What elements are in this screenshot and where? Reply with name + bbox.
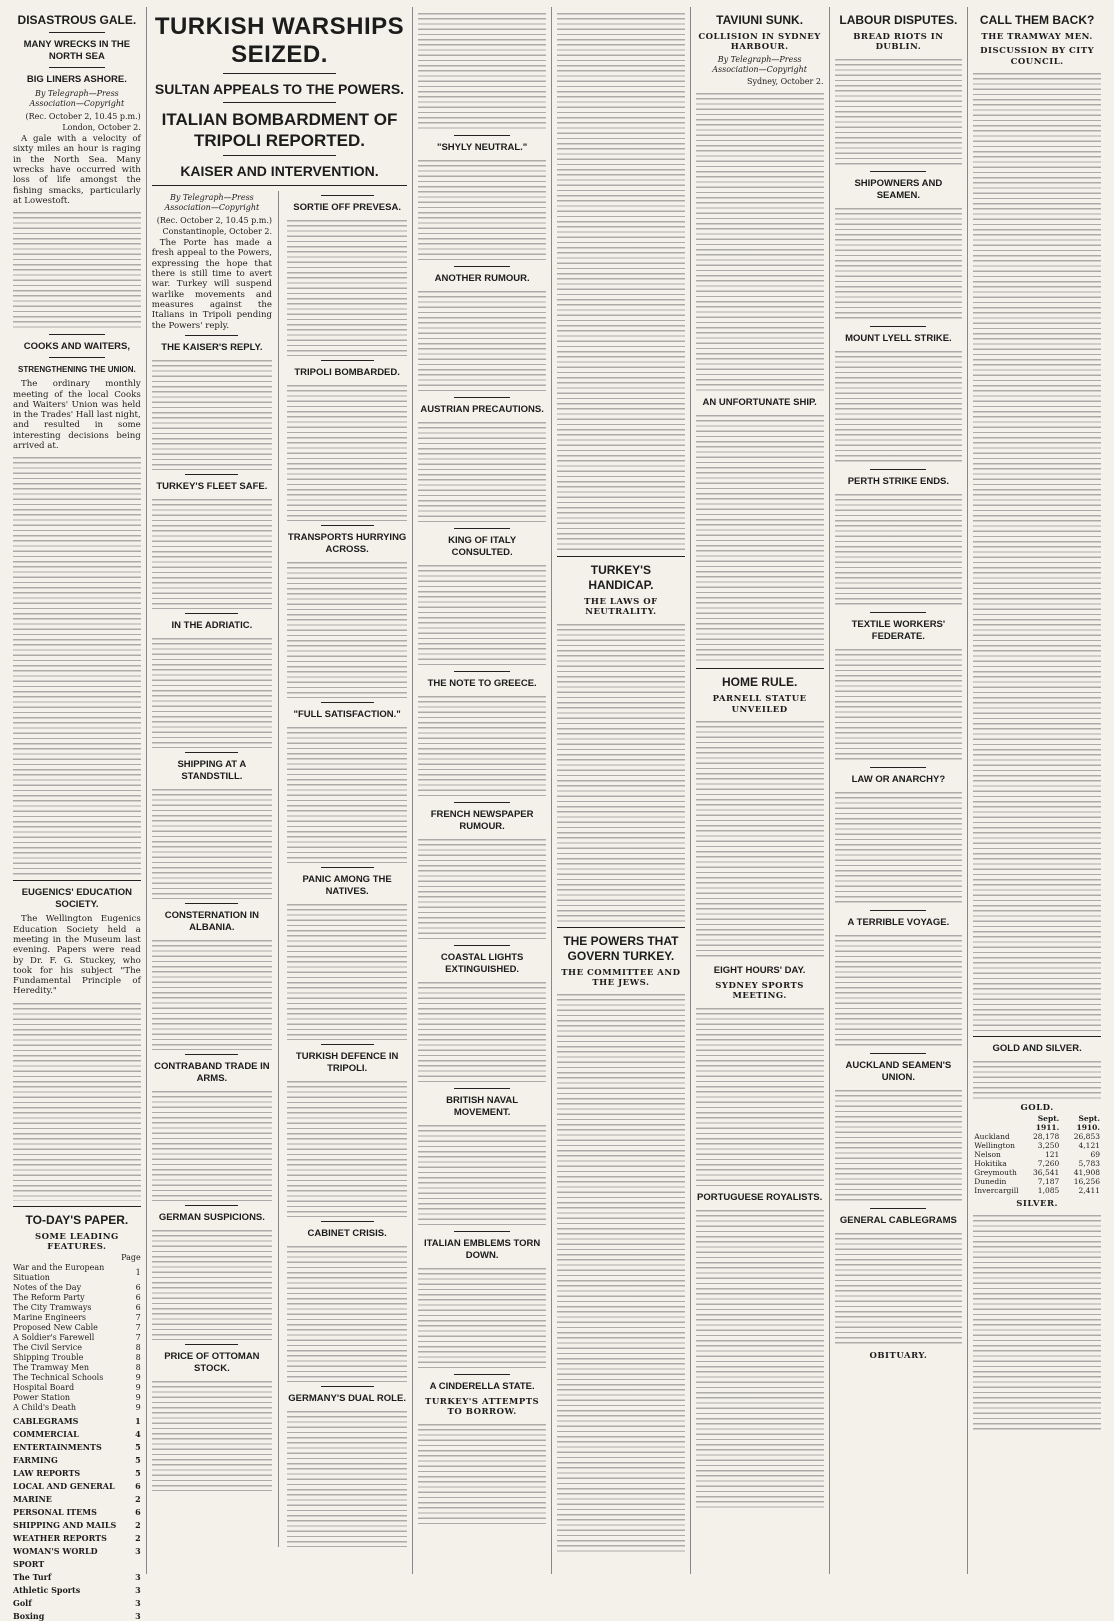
text-lines bbox=[696, 1006, 824, 1186]
text-lines bbox=[418, 837, 546, 941]
main-headline: TURKISH WARSHIPS SEIZED. bbox=[154, 13, 405, 68]
home-rule-headline: HOME RULE. bbox=[721, 675, 798, 690]
toc-section-label: The Turf bbox=[13, 1572, 52, 1583]
gold-cell: Nelson bbox=[974, 1150, 1001, 1160]
toc-item-page: 8 bbox=[135, 1353, 141, 1363]
eight-hours-headline: EIGHT HOURS' DAY. bbox=[713, 965, 806, 977]
toc-section-page: 3 bbox=[135, 1585, 141, 1596]
toc-row bbox=[13, 1263, 141, 1283]
gold-cell: 26,853 bbox=[1073, 1132, 1100, 1142]
gold-label: GOLD. bbox=[1020, 1102, 1054, 1113]
toc-item-page: 8 bbox=[135, 1363, 141, 1373]
toc-page-label: Page bbox=[121, 1253, 141, 1263]
text-lines bbox=[835, 1231, 963, 1347]
toc-item-label: The Technical Schools bbox=[13, 1373, 104, 1383]
main-text: The Porte has made a fresh appeal to the Powers, expressing the hope that there is still time to avert war. Turkey will suspend warlike movements and measures against the Italians in Tripoli pending the Powers' reply. bbox=[151, 238, 272, 331]
column-7 bbox=[968, 7, 1106, 1574]
toc-section-row bbox=[13, 1491, 141, 1504]
toc-row bbox=[13, 1403, 141, 1413]
main-left-subhead: THE KAISER'S REPLY. bbox=[161, 341, 263, 353]
toc-row bbox=[13, 1363, 141, 1373]
gale-subhead-2: BIG LINERS ASHORE. bbox=[26, 74, 127, 85]
main-right-subhead: "FULL SATISFACTION." bbox=[293, 709, 401, 720]
col6-subhead: A TERRIBLE VOYAGE. bbox=[847, 916, 950, 928]
handicap-subhead: THE LAWS OF NEUTRALITY. bbox=[584, 597, 658, 618]
gold-cell: 2,411 bbox=[1078, 1186, 1100, 1196]
col3-subhead: FRENCH NEWSPAPER RUMOUR. bbox=[430, 809, 534, 832]
toc-section-label: LAW REPORTS bbox=[13, 1468, 81, 1479]
gold-cell: 41,908 bbox=[1073, 1168, 1100, 1178]
col3-subhead: "SHYLY NEUTRAL." bbox=[436, 142, 528, 153]
gale-subhead: MANY WRECKS IN THE NORTH SEA bbox=[23, 39, 131, 62]
toc-row bbox=[13, 1293, 141, 1303]
toc-section-row bbox=[13, 1543, 141, 1556]
taviuni-subhead: COLLISION IN SYDNEY HARBOUR. bbox=[698, 32, 821, 53]
gold-cell: Hokitika bbox=[974, 1159, 1007, 1169]
toc-item-page: 7 bbox=[135, 1333, 141, 1343]
col3-subhead: THE NOTE TO GREECE. bbox=[427, 678, 537, 689]
toc-section-label: LOCAL AND GENERAL bbox=[13, 1481, 115, 1492]
toc-item-label: The Reform Party bbox=[13, 1293, 85, 1303]
main-left-subhead: PRICE OF OTTOMAN STOCK. bbox=[164, 1350, 260, 1374]
toc-item-page: 9 bbox=[135, 1383, 141, 1393]
gold-cell: 5,783 bbox=[1078, 1159, 1100, 1169]
toc-row bbox=[13, 1343, 141, 1353]
toc-item-label: A Soldier's Farewell bbox=[13, 1333, 95, 1343]
toc-section-row bbox=[13, 1478, 141, 1491]
text-lines bbox=[418, 563, 546, 667]
toc-item-page: 1 bbox=[135, 1268, 141, 1278]
text-lines bbox=[835, 349, 963, 465]
gold-cell: 36,541 bbox=[1033, 1168, 1060, 1178]
toc-section-page: 6 bbox=[135, 1481, 141, 1492]
labour-headline: LABOUR DISPUTES. bbox=[839, 13, 958, 27]
gale-text: A gale with a velocity of sixty miles an hour is raging in the North Sea. Many wrecks have occurred with loss of life amongst the fishing smacks, particularly at Lowestoft. bbox=[13, 134, 141, 206]
toc-item-label: Power Station bbox=[13, 1393, 71, 1403]
silver-label: SILVER. bbox=[1016, 1199, 1058, 1210]
eugenics-headline: EUGENICS' EDUCATION SOCIETY. bbox=[21, 887, 133, 911]
toc-section-label: COMMERCIAL bbox=[13, 1429, 79, 1440]
gold-cell: 69 bbox=[1090, 1150, 1100, 1160]
gold-cell: 7,187 bbox=[1037, 1177, 1060, 1187]
toc-section-page: 5 bbox=[135, 1468, 141, 1479]
text-lines bbox=[835, 647, 963, 763]
toc-section-row bbox=[13, 1452, 141, 1465]
council-subhead: DISCUSSION BY CITY COUNCIL. bbox=[980, 46, 1095, 67]
gold-header-cell bbox=[973, 1114, 1019, 1132]
toc-section-row bbox=[13, 1517, 141, 1530]
toc-spacer bbox=[13, 1253, 121, 1263]
text-lines bbox=[152, 938, 272, 1050]
main-right-subhead: SORTIE OFF PREVESA. bbox=[293, 202, 401, 213]
main-credit: By Telegraph—Press Association—Copyright bbox=[164, 193, 260, 213]
cablegrams-subhead: OBITUARY. bbox=[869, 1350, 928, 1361]
text-lines bbox=[696, 719, 824, 959]
portuguese-royalists-headline: PORTUGUESE ROYALISTS. bbox=[696, 1191, 823, 1203]
gold-cell: Greymouth bbox=[974, 1168, 1017, 1178]
toc-item-label: The Tramway Men bbox=[13, 1363, 90, 1373]
toc-section-page: 4 bbox=[135, 1429, 141, 1440]
main-deck-2: ITALIAN BOMBARDMENT OF TRIPOLI REPORTED. bbox=[161, 110, 398, 150]
toc-section-label: Athletic Sports bbox=[13, 1585, 81, 1596]
toc-section-label: CABLEGRAMS bbox=[13, 1416, 79, 1427]
toc-item-page: 8 bbox=[135, 1343, 141, 1353]
main-right-subhead: GERMANY'S DUAL ROLE. bbox=[288, 1393, 406, 1404]
main-left-subhead: TURKEY'S FLEET SAFE. bbox=[156, 480, 268, 492]
toc-item-page: 9 bbox=[135, 1393, 141, 1403]
col6-subhead: SHIPOWNERS AND SEAMEN. bbox=[854, 177, 943, 201]
cinderella-subhead: TURKEY'S ATTEMPTS TO BORROW. bbox=[425, 1397, 540, 1418]
todays-paper-headline: TO-DAY'S PAPER. bbox=[25, 1212, 129, 1227]
col6-subhead: LAW OR ANARCHY? bbox=[851, 773, 946, 785]
text-lines bbox=[418, 11, 546, 131]
toc-section-row bbox=[13, 1465, 141, 1478]
gold-table bbox=[973, 1114, 1101, 1195]
toc-section-row bbox=[13, 1504, 141, 1517]
toc-section-row bbox=[13, 1426, 141, 1439]
col3-subhead: AUSTRIAN PRECAUTIONS. bbox=[420, 404, 544, 415]
gold-row bbox=[973, 1177, 1101, 1186]
toc-section-page: 6 bbox=[135, 1507, 141, 1518]
gale-headline: DISASTROUS GALE. bbox=[17, 13, 137, 27]
todays-paper-index bbox=[13, 1253, 141, 1621]
toc-item-page: 9 bbox=[135, 1373, 141, 1383]
gale-dateline: (Rec. October 2, 10.45 p.m.) bbox=[25, 111, 141, 121]
gold-cell: 1,085 bbox=[1037, 1186, 1060, 1196]
main-place: Constantinople, October 2. bbox=[162, 226, 272, 236]
toc-section-page: 2 bbox=[135, 1494, 141, 1505]
toc-row bbox=[13, 1383, 141, 1393]
text-lines bbox=[835, 206, 963, 322]
text-lines bbox=[13, 210, 141, 330]
column-5 bbox=[691, 7, 830, 1574]
column-2-main bbox=[147, 7, 414, 1574]
gold-header-cell: Sept. 1911. bbox=[1035, 1114, 1060, 1133]
main-dateline: (Rec. October 2, 10.45 p.m.) bbox=[156, 215, 272, 225]
text-lines bbox=[287, 725, 407, 863]
main-left-subhead: SHIPPING AT A STANDSTILL. bbox=[177, 758, 247, 782]
gold-row bbox=[973, 1159, 1101, 1168]
main-left-subhead: GERMAN SUSPICIONS. bbox=[158, 1211, 265, 1223]
gold-header-cell: Sept. 1910. bbox=[1076, 1114, 1100, 1133]
toc-section-row bbox=[13, 1556, 141, 1569]
text-lines bbox=[418, 1266, 546, 1370]
toc-section-page: 5 bbox=[135, 1442, 141, 1453]
text-lines bbox=[557, 992, 685, 1552]
col3-subhead: ANOTHER RUMOUR. bbox=[434, 273, 530, 284]
text-lines bbox=[418, 289, 546, 393]
text-lines bbox=[152, 497, 272, 609]
cooks-subhead: STRENGTHENING THE UNION. bbox=[17, 365, 136, 375]
toc-row bbox=[13, 1313, 141, 1323]
text-lines bbox=[835, 933, 963, 1049]
text-lines bbox=[287, 1244, 407, 1382]
toc-item-page: 6 bbox=[135, 1293, 141, 1303]
text-lines bbox=[418, 1123, 546, 1227]
toc-item-label: The City Tramways bbox=[13, 1303, 92, 1313]
toc-item-label: War and the European Situation bbox=[13, 1263, 105, 1283]
text-lines bbox=[835, 57, 963, 167]
gale-credit: By Telegraph—Press Association—Copyright bbox=[29, 89, 125, 109]
text-lines bbox=[152, 787, 272, 899]
powers-subhead: THE COMMITTEE AND THE JEWS. bbox=[561, 967, 681, 988]
text-lines bbox=[287, 383, 407, 521]
text-lines bbox=[835, 492, 963, 608]
text-lines bbox=[152, 358, 272, 470]
gold-row bbox=[973, 1150, 1101, 1159]
toc-section-row bbox=[13, 1582, 141, 1595]
column-1 bbox=[8, 7, 147, 1621]
text-lines bbox=[418, 980, 546, 1084]
gold-cell: 16,256 bbox=[1073, 1177, 1100, 1187]
text-lines bbox=[152, 1379, 272, 1491]
gold-row bbox=[973, 1141, 1101, 1150]
column-3 bbox=[413, 7, 552, 1574]
taviuni-credit: By Telegraph—Press Association—Copyright bbox=[712, 54, 808, 74]
text-lines bbox=[418, 420, 546, 524]
toc-section-label: WEATHER REPORTS bbox=[13, 1533, 107, 1544]
gold-cell: 7,260 bbox=[1037, 1159, 1060, 1169]
unfortunate-ship-headline: AN UNFORTUNATE SHIP. bbox=[702, 397, 817, 409]
toc-section-label: SPORT bbox=[13, 1559, 45, 1570]
gold-cell: 121 bbox=[1044, 1150, 1060, 1160]
text-lines bbox=[696, 1208, 824, 1508]
toc-section-page bbox=[121, 1556, 141, 1569]
text-lines bbox=[418, 158, 546, 262]
toc-item-page: 7 bbox=[135, 1323, 141, 1333]
text-lines bbox=[13, 1001, 141, 1201]
main-left-subhead: CONTRABAND TRADE IN ARMS. bbox=[154, 1060, 270, 1084]
taviuni-headline: TAVIUNI SUNK. bbox=[716, 13, 804, 27]
toc-section-page: 3 bbox=[135, 1611, 141, 1621]
toc-section-page: 3 bbox=[135, 1546, 141, 1557]
text-lines bbox=[287, 1409, 407, 1547]
toc-row bbox=[13, 1303, 141, 1313]
toc-item-page: 6 bbox=[135, 1283, 141, 1293]
toc-section-label: SHIPPING AND MAILS bbox=[13, 1520, 117, 1531]
toc-section-page: 3 bbox=[135, 1572, 141, 1583]
gold-cell: Auckland bbox=[974, 1132, 1010, 1142]
text-lines bbox=[835, 1088, 963, 1204]
main-deck-3: KAISER AND INTERVENTION. bbox=[180, 163, 379, 179]
toc-section-label: Golf bbox=[13, 1598, 32, 1609]
taviuni-place: Sydney, October 2. bbox=[747, 77, 824, 87]
gold-cell: 3,250 bbox=[1037, 1141, 1060, 1151]
toc-section-label: ENTERTAINMENTS bbox=[13, 1442, 102, 1453]
toc-item-label: Shipping Trouble bbox=[13, 1353, 84, 1363]
toc-section-label: WOMAN'S WORLD bbox=[13, 1546, 98, 1557]
col3-subhead: ITALIAN EMBLEMS TORN DOWN. bbox=[423, 1238, 541, 1261]
col3-subhead: KING OF ITALY CONSULTED. bbox=[448, 535, 517, 558]
gold-silver-headline: GOLD AND SILVER. bbox=[992, 1042, 1082, 1054]
text-lines bbox=[152, 636, 272, 748]
main-right-subhead: PANIC AMONG THE NATIVES. bbox=[302, 874, 392, 897]
gold-cell: 4,121 bbox=[1078, 1141, 1100, 1151]
cooks-text: The ordinary monthly meeting of the local Cooks and Waiters' Union was held in the Trades' Hall last night, and resulted in some interesting decisions being arrived at. bbox=[13, 379, 141, 452]
col6-subhead: TEXTILE WORKERS' FEDERATE. bbox=[851, 618, 946, 642]
gold-cell: 28,178 bbox=[1033, 1132, 1060, 1142]
toc-section-page: 3 bbox=[135, 1598, 141, 1609]
toc-row bbox=[13, 1323, 141, 1333]
text-lines bbox=[418, 1422, 546, 1526]
text-lines bbox=[152, 1228, 272, 1340]
toc-item-label: Marine Engineers bbox=[13, 1313, 86, 1323]
toc-section-row bbox=[13, 1413, 141, 1426]
toc-section-label: Boxing bbox=[13, 1611, 45, 1621]
text-lines bbox=[557, 622, 685, 922]
toc-row bbox=[13, 1393, 141, 1403]
toc-section-label: FARMING bbox=[13, 1455, 58, 1466]
text-lines bbox=[557, 11, 685, 551]
col6-subhead: AUCKLAND SEAMEN'S UNION. bbox=[845, 1059, 952, 1083]
toc-item-page: 9 bbox=[135, 1403, 141, 1413]
toc-item-label: A Child's Death bbox=[13, 1403, 76, 1413]
toc-section-row bbox=[13, 1439, 141, 1452]
cooks-headline: COOKS AND WAITERS, bbox=[23, 341, 130, 353]
text-lines bbox=[287, 902, 407, 1040]
toc-row bbox=[13, 1353, 141, 1363]
toc-section-page: 2 bbox=[135, 1533, 141, 1544]
toc-item-label: Hospital Board bbox=[13, 1383, 75, 1393]
col6-subhead: GENERAL CABLEGRAMS bbox=[839, 1214, 957, 1226]
col3-subhead: COASTAL LIGHTS EXTINGUISHED. bbox=[440, 952, 524, 975]
text-lines bbox=[287, 218, 407, 356]
col3-subhead: BRITISH NAVAL MOVEMENT. bbox=[446, 1095, 519, 1118]
main-subcolumn-right bbox=[287, 191, 407, 1547]
col6-subhead: PERTH STRIKE ENDS. bbox=[847, 475, 950, 487]
tramway-subhead: THE TRAMWAY MEN. bbox=[981, 32, 1093, 42]
todays-paper-subhead: SOME LEADING FEATURES. bbox=[34, 1231, 119, 1253]
toc-section-page: 5 bbox=[135, 1455, 141, 1466]
text-lines bbox=[973, 1059, 1101, 1099]
gale-place: London, October 2. bbox=[62, 122, 141, 132]
call-them-back-headline: CALL THEM BACK? bbox=[979, 13, 1095, 27]
sydney-sports-subhead: SYDNEY SPORTS MEETING. bbox=[715, 981, 804, 1002]
text-lines bbox=[696, 91, 824, 391]
gold-row bbox=[973, 1132, 1101, 1141]
labour-subhead: BREAD RIOTS IN DUBLIN. bbox=[853, 32, 944, 53]
newspaper-page bbox=[8, 7, 1106, 1621]
toc-row bbox=[13, 1333, 141, 1343]
handicap-headline: TURKEY'S HANDICAP. bbox=[588, 563, 654, 592]
toc-row bbox=[13, 1373, 141, 1383]
text-lines bbox=[152, 1089, 272, 1201]
col3-subhead: A CINDERELLA STATE. bbox=[429, 1381, 535, 1392]
main-left-subhead: IN THE ADRIATIC. bbox=[171, 619, 253, 631]
gold-cell: Wellington bbox=[974, 1141, 1015, 1151]
main-subcolumn-left bbox=[152, 191, 279, 1547]
gold-row bbox=[973, 1186, 1101, 1195]
parnell-subhead: PARNELL STATUE UNVEILED bbox=[712, 694, 807, 715]
text-lines bbox=[13, 455, 141, 875]
toc-section-row bbox=[13, 1608, 141, 1621]
toc-section-label: PERSONAL ITEMS bbox=[13, 1507, 97, 1518]
col6-subhead: MOUNT LYELL STRIKE. bbox=[845, 332, 952, 344]
toc-item-label: The Civil Service bbox=[13, 1343, 82, 1353]
main-right-subhead: TURKISH DEFENCE IN TRIPOLI. bbox=[295, 1051, 399, 1074]
text-lines bbox=[287, 1079, 407, 1217]
gold-row bbox=[973, 1168, 1101, 1177]
toc-item-label: Proposed New Cable bbox=[13, 1323, 98, 1333]
column-4 bbox=[552, 7, 691, 1574]
main-left-subhead: CONSTERNATION IN ALBANIA. bbox=[164, 909, 260, 933]
text-lines bbox=[973, 71, 1101, 1031]
main-right-subhead: TRIPOLI BOMBARDED. bbox=[294, 367, 400, 378]
toc-section-label: MARINE bbox=[13, 1494, 52, 1505]
text-lines bbox=[835, 790, 963, 906]
toc-section-row bbox=[13, 1595, 141, 1608]
main-deck-1: SULTAN APPEALS TO THE POWERS. bbox=[154, 81, 405, 97]
toc-item-page: 7 bbox=[135, 1313, 141, 1323]
column-6 bbox=[830, 7, 969, 1574]
toc-section-row bbox=[13, 1530, 141, 1543]
main-right-subhead: TRANSPORTS HURRYING ACROSS. bbox=[287, 532, 407, 555]
toc-item-label: Notes of the Day bbox=[13, 1283, 82, 1293]
eugenics-text: The Wellington Eugenics Education Society held a meeting in the Museum last evening. Papers were read by Dr. F. G. Stuckey, who took for his subject "The Fundamental Principle of Heredity." bbox=[13, 914, 141, 997]
main-right-subhead: CABINET CRISIS. bbox=[307, 1228, 387, 1239]
toc-row bbox=[13, 1283, 141, 1293]
toc-section-page: 2 bbox=[135, 1520, 141, 1531]
toc-section-page: 1 bbox=[135, 1416, 141, 1427]
text-lines bbox=[287, 560, 407, 698]
text-lines bbox=[696, 413, 824, 663]
text-lines bbox=[973, 1213, 1101, 1433]
toc-item-page: 6 bbox=[135, 1303, 141, 1313]
toc-section-row bbox=[13, 1569, 141, 1582]
powers-headline: THE POWERS THAT GOVERN TURKEY. bbox=[563, 933, 679, 963]
gold-cell: Invercargill bbox=[974, 1186, 1019, 1196]
gold-cell: Dunedin bbox=[974, 1177, 1007, 1187]
text-lines bbox=[418, 694, 546, 798]
